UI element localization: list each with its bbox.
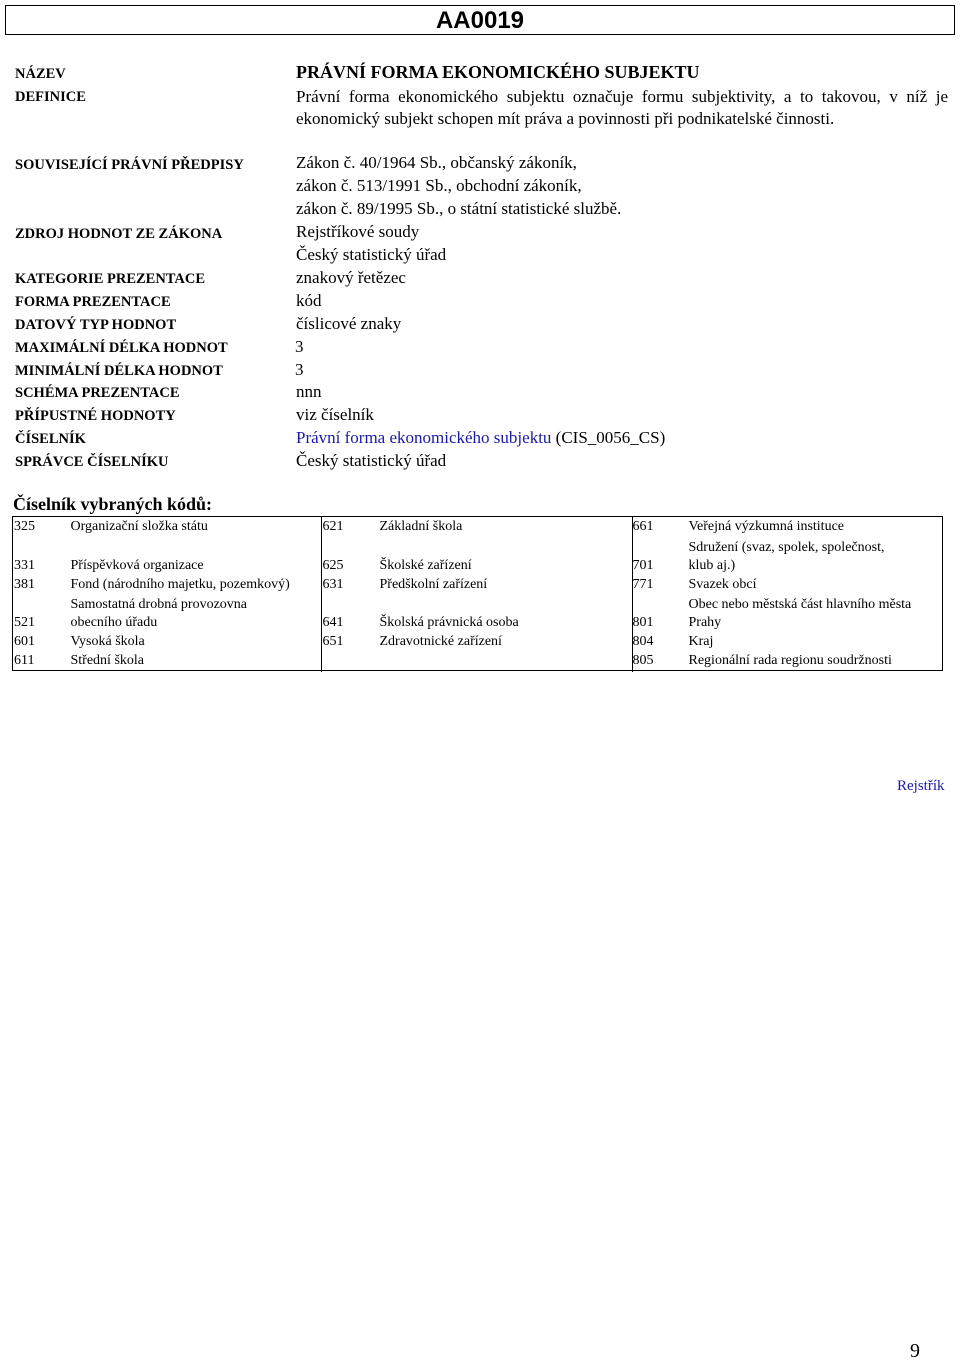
label-definice: DEFINICE	[15, 89, 86, 105]
code-name-line: Zdravotnické zařízení	[379, 633, 502, 649]
code-cell: 331	[14, 557, 35, 573]
code-cell: 325	[14, 518, 35, 534]
code-cell: 611	[14, 653, 35, 668]
code-name-line: Svazek obcí	[688, 576, 757, 592]
code-name-line: Školské zařízení	[379, 557, 472, 573]
value-datovy-typ: číslicové znaky	[296, 314, 402, 333]
code-name-line: Fond (národního majetku, pozemkový)	[70, 576, 290, 592]
code-name-cell	[70, 536, 322, 575]
table-row	[13, 517, 943, 536]
value-schema: nnn	[296, 382, 322, 401]
code-name-cell	[70, 575, 322, 594]
code-name-line: Příspěvková organizace	[70, 557, 204, 573]
code-name-line: Střední škola	[70, 653, 144, 668]
table-row	[13, 536, 943, 575]
code-name-line: Vysoká škola	[70, 633, 145, 649]
label-datovy-typ: DATOVÝ TYP HODNOT	[15, 317, 177, 333]
value-pripustne: viz číselník	[296, 405, 374, 424]
code-name-line: Prahy	[688, 614, 722, 630]
code-name-cell	[379, 536, 632, 575]
code-name-line: Kraj	[688, 633, 714, 649]
value-max-delka: 3	[295, 337, 304, 356]
code-name-line: Regionální rada regionu soudržnosti	[688, 653, 892, 668]
code-name-cell	[688, 575, 943, 594]
value-nazev: PRÁVNÍ FORMA EKONOMICKÉHO SUBJEKTU	[296, 62, 700, 82]
value-predpis-1: Zákon č. 40/1964 Sb., občanský zákoník,	[296, 153, 577, 172]
code-name-cell	[379, 632, 632, 651]
document-code-header	[5, 5, 955, 35]
code-name-cell	[379, 517, 632, 536]
code-cell: 661	[632, 518, 654, 534]
value-spravce: Český statistický úřad	[296, 451, 447, 470]
label-ciselnik: ČÍSELNÍK	[15, 431, 86, 447]
value-ciselnik	[296, 428, 665, 448]
ciselnik-code: (CIS_0056_CS)	[555, 428, 666, 447]
code-name-cell	[379, 651, 632, 671]
codes-table	[12, 516, 943, 671]
value-min-delka: 3	[295, 360, 304, 379]
code-name-cell	[70, 594, 322, 632]
code-cell: 625	[322, 557, 344, 573]
code-cell: 701	[632, 557, 654, 573]
value-definice: Právní forma ekonomického subjektu označuje formu subjektivity, a to takovou, v níž je ekonomický subjekt schopen mít práva a povinnosti při podnikatelské činnosti.	[296, 87, 948, 128]
code-name-cell	[70, 517, 322, 536]
code-name-line: Školská právnická osoba	[379, 614, 519, 630]
label-schema: SCHÉMA PREZENTACE	[15, 385, 180, 401]
label-predpisy: SOUVISEJÍCÍ PRÁVNÍ PŘEDPISY	[15, 157, 244, 173]
label-kategorie: KATEGORIE PREZENTACE	[15, 271, 206, 287]
code-name-cell	[688, 594, 943, 632]
code-cell: 601	[14, 633, 35, 649]
document-code: AA0019	[435, 7, 525, 34]
column-divider	[632, 516, 633, 672]
code-cell: 521	[14, 614, 35, 630]
code-name-line: klub aj.)	[688, 557, 736, 573]
code-name-line: Obec nebo městská část hlavního města	[688, 596, 912, 612]
value-predpis-3: zákon č. 89/1995 Sb., o státní statistické službě.	[296, 199, 622, 218]
value-zdroj-2: Český statistický úřad	[296, 245, 447, 264]
table-row	[13, 594, 943, 632]
label-spravce: SPRÁVCE ČÍSELNÍKU	[15, 454, 169, 470]
code-name-cell	[379, 594, 632, 632]
label-max-delka: MAXIMÁLNÍ DÉLKA HODNOT	[15, 340, 228, 356]
code-name-line: Organizační složka státu	[70, 518, 208, 534]
value-kategorie: znakový řetězec	[296, 268, 406, 287]
code-cell: 801	[632, 614, 654, 630]
codes-heading: Číselník vybraných kódů:	[13, 494, 213, 514]
value-predpis-2: zákon č. 513/1991 Sb., obchodní zákoník,	[296, 176, 582, 195]
code-name-line: Sdružení (svaz, spolek, společnost,	[688, 539, 885, 555]
code-name-line: obecního úřadu	[70, 614, 158, 630]
code-name-cell	[688, 632, 943, 651]
label-forma: FORMA PREZENTACE	[15, 294, 171, 310]
label-min-delka: MINIMÁLNÍ DÉLKA HODNOT	[15, 363, 223, 379]
ciselnik-link[interactable]: Právní forma ekonomického subjektu	[296, 428, 552, 447]
code-cell: 651	[322, 633, 344, 649]
label-pripustne: PŘÍPUSTNÉ HODNOTY	[15, 408, 176, 424]
column-divider	[321, 516, 322, 672]
table-row	[13, 651, 943, 671]
code-name-line: Předškolní zařízení	[379, 576, 488, 592]
code-name-line: Veřejná výzkumná instituce	[688, 518, 845, 534]
code-name-cell	[688, 536, 943, 575]
code-name-cell	[379, 575, 632, 594]
code-cell: 631	[322, 576, 344, 592]
table-row	[13, 632, 943, 651]
code-cell	[322, 651, 379, 671]
code-name-line: Základní škola	[379, 518, 463, 534]
value-forma: kód	[296, 291, 322, 310]
code-cell: 641	[322, 614, 344, 630]
code-cell: 804	[632, 633, 654, 649]
label-nazev: NÁZEV	[15, 66, 66, 82]
code-cell: 805	[632, 653, 654, 668]
page-number: 9	[910, 1340, 920, 1362]
code-cell: 381	[14, 576, 35, 592]
code-name-line: Samostatná drobná provozovna	[70, 596, 248, 612]
code-name-cell	[688, 517, 943, 536]
code-name-cell	[688, 651, 943, 671]
code-cell: 621	[322, 518, 344, 534]
table-row	[13, 575, 943, 594]
value-zdroj-1: Rejstříkové soudy	[296, 222, 420, 241]
code-cell: 771	[632, 576, 654, 592]
code-name-cell	[70, 651, 322, 671]
code-name-cell	[70, 632, 322, 651]
label-zdroj: ZDROJ HODNOT ZE ZÁKONA	[15, 226, 223, 242]
index-link[interactable]: Rejstřík	[897, 778, 945, 794]
